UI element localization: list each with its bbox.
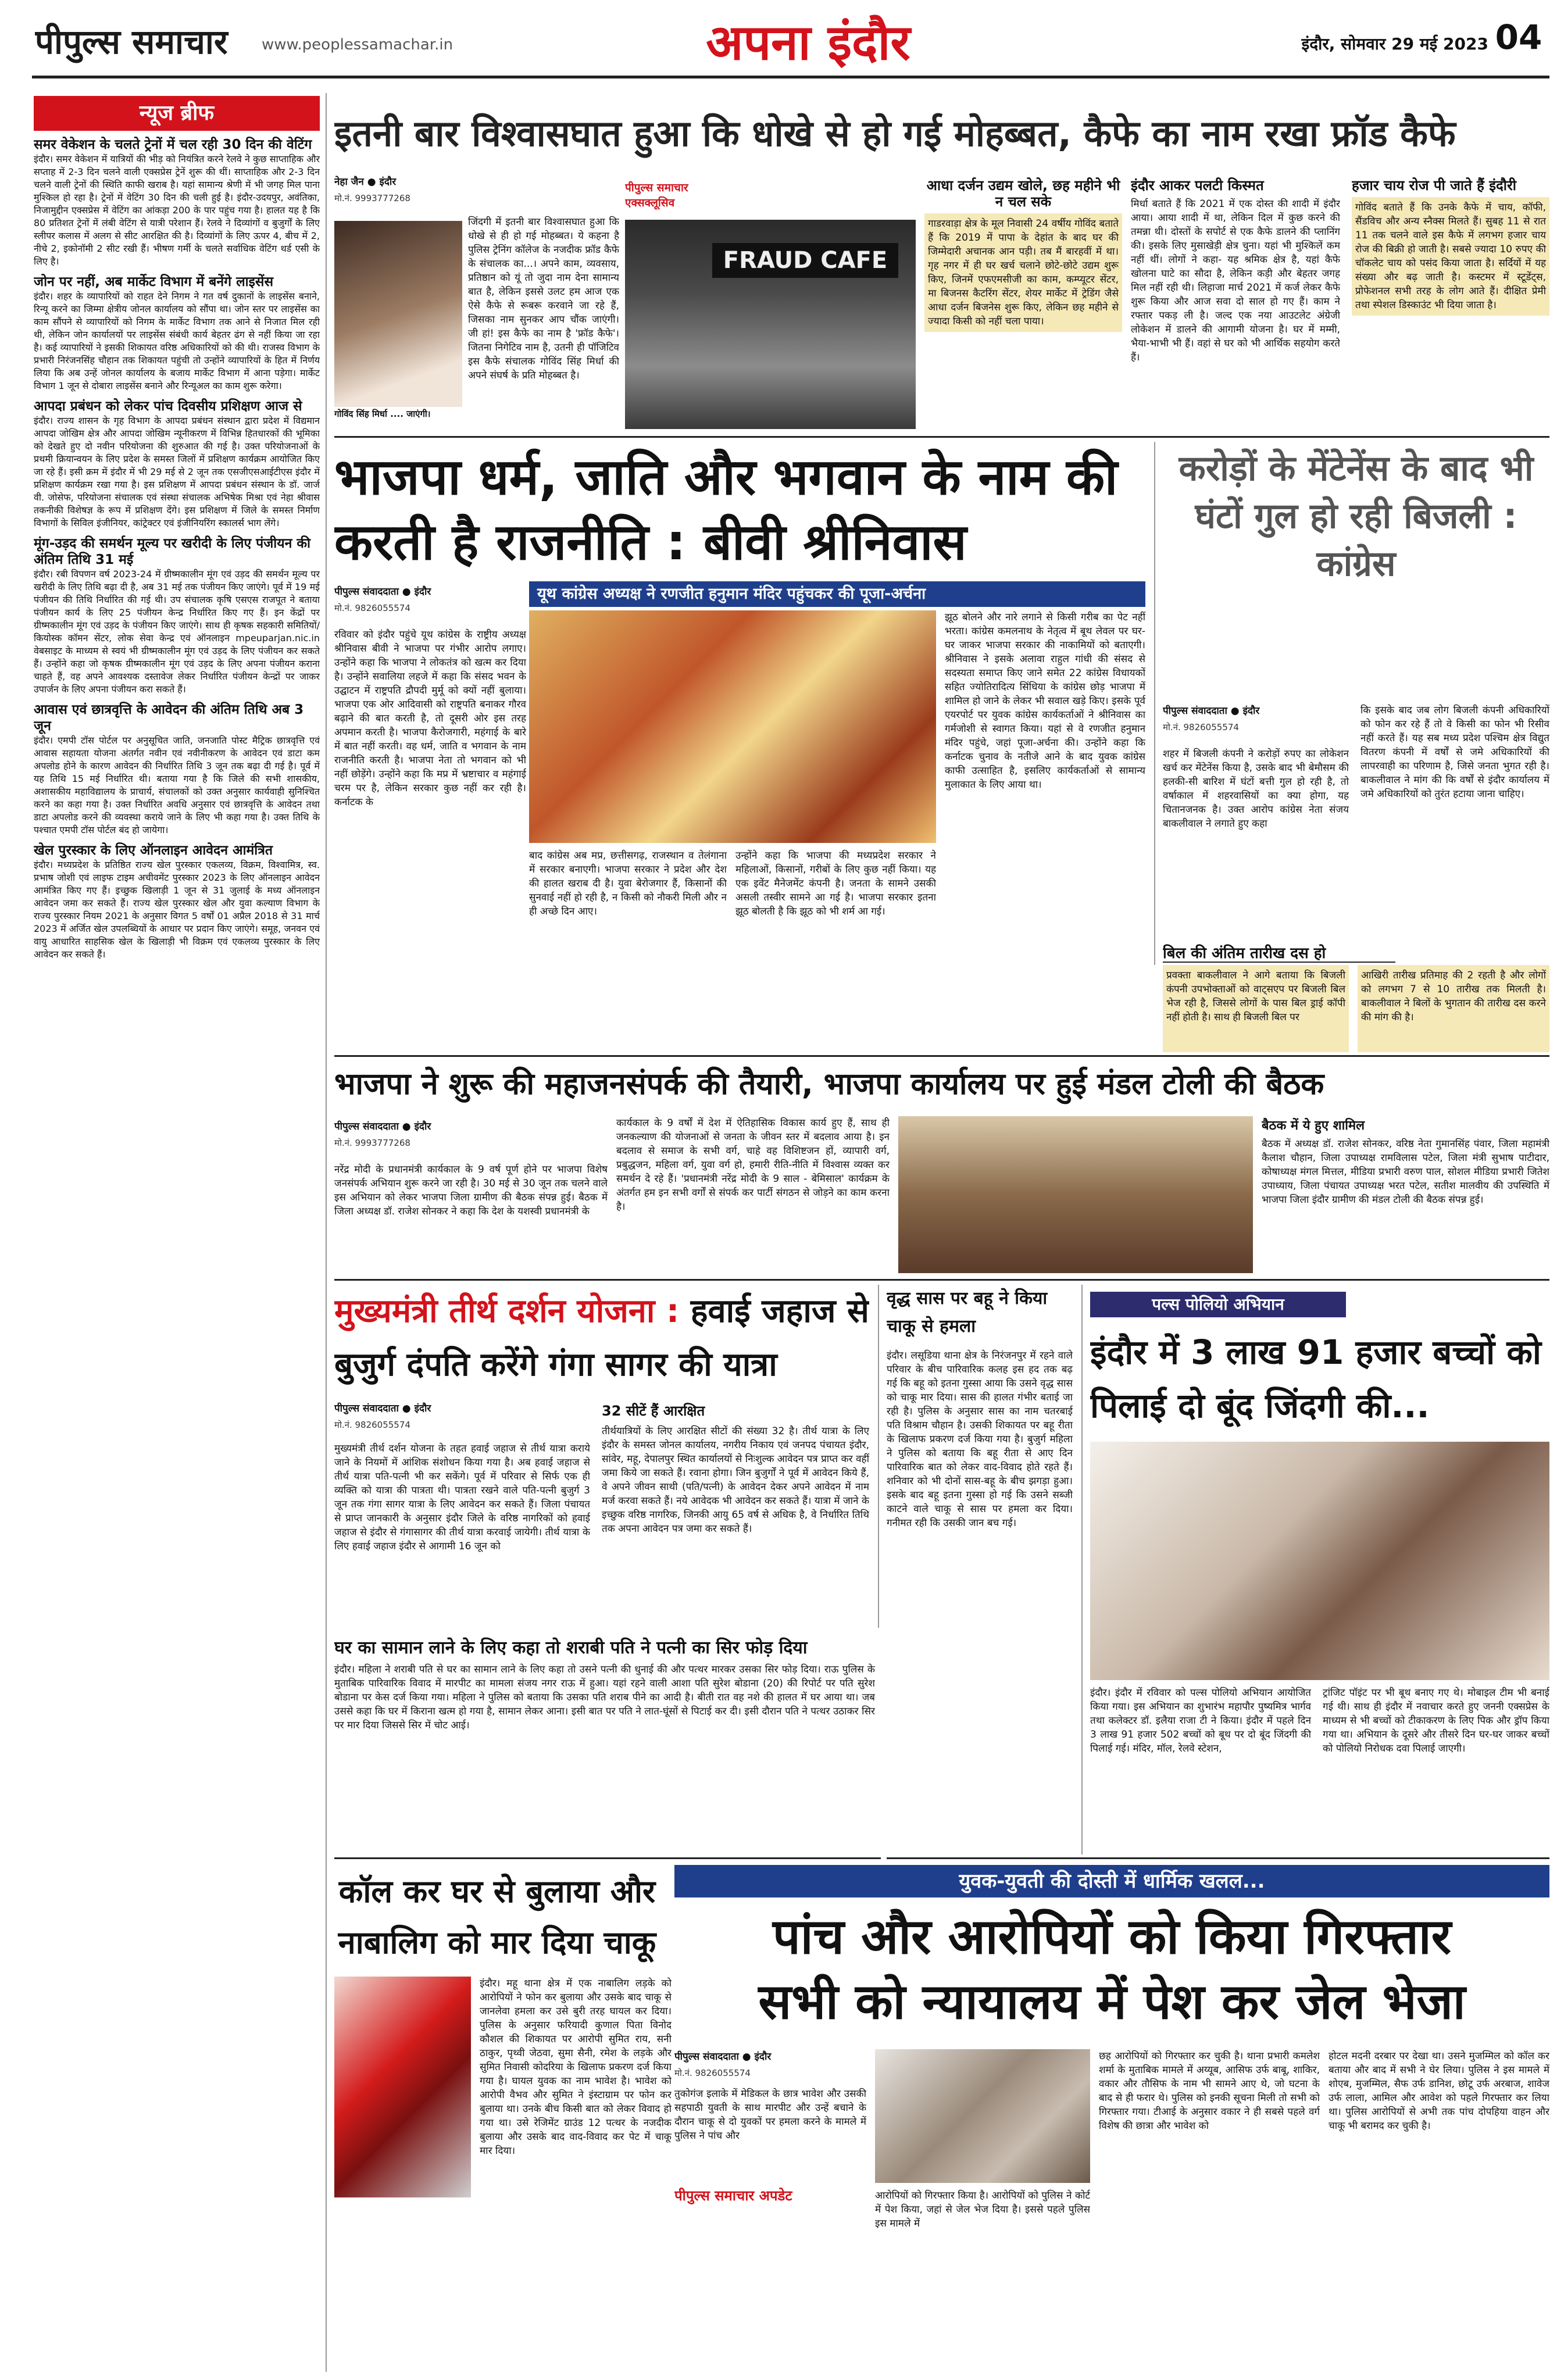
sub-body: गोविंद बताते हैं कि उनके कैफे में चाय, कॉफी, सैंडविच और अन्य स्नैक्स मिलते हैं। सुबह 11 से रात 11 तक चलने वाले इस कैफे में लगभग हजार चाय रोज की बिक्री हो जाती है। सबसे ज्यादा 10 रुपए की चॉकलेट चाय को पसंद किया जाता है। सर्दियों में यह संख्या और बढ़ जाती है। कस्टमर में स्टूडेंट्स, प्रोफेशनल सभी तरह के लोग आते हैं। दीक्षित प्रेमी तथा स्पेशल डिस्काउंट भी दिया जाता है। [1352,197,1549,316]
mahajan-col1: नरेंद्र मोदी के प्रधानमंत्री कार्यकाल के 9 वर्ष पूर्ण होने पर भाजपा विशेष जनसंपर्क अभियान शुरू करने जा रही है। 30 मई से 30 जून तक चलने वाले इस अभियान को लेकर भाजपा जिला ग्रामीण की बैठक संपन्न हुई। बैठक में जिला अध्यक्ष डॉ. राजेश सोनकर ने कहा कि देश के यशस्वी प्रधानमंत्री के [334,1164,608,1217]
wife-headline: घर का सामान लाने के लिए कहा तो शराबी पति ने पत्नी का सिर फोड़ दिया [334,1638,808,1658]
mobile-number: मो.नं. 9826055574 [1163,722,1239,732]
polio-drive-photo [1090,1442,1549,1680]
arrest-col3: छह आरोपियों को गिरफ्तार कर चुकी है। थाना प्रभारी कमलेश शर्मा के मुताबिक मामले में अय्यूब, आसिफ उर्फ बाबू, शाकिर, वकार और तौसिफ के नाम भी सामने आए थे, जो घटना के बाद से ही फरार थे। पुलिस को इनकी सूचना मिली तो सभी को गिरफ्तार गया। टीआई के अनुसार वकार ने ही सबसे पहले वर्ग विशेष की छात्रा और भावेश को [1099,2050,1320,2132]
section-rule [887,1857,1549,1859]
polio-tag: पल्स पोलियो अभियान [1090,1292,1346,1317]
power-headline: करोड़ों के मेंटेनेंस के बाद भी घंटों गुल हो रही बिजली : कांग्रेस [1179,448,1534,584]
update-tag: पीपुल्स समाचार अपडेट [674,2188,792,2204]
mobile-number: मो.नं. 9826055574 [334,1420,410,1430]
mother-text: इंदौर। लसूडिया थाना क्षेत्र के निरंजनपुर में रहने वाले परिवार के बीच पारिवारिक कलह इस हद तक बढ़ गई कि बहू को इतना गुस्सा आया कि उसने वृद्ध सास को चाकू मार दिया। सास की हालत गंभीर बताई जा रही है। पुलिस के अनुसार सास का नाम चतरबाई पति विश्राम चौहान है। उसकी शिकायत पर बहू रीता के खिलाफ प्रकरण दर्ज किया गया है। बुजुर्ग महिला ने पुलिस को बताया कि बहू रीता से आए दिन पारिवारिक बात को लेकर वाद-विवाद होते रहते हैं। शनिवार को भी दोनों सास-बहू के बीच झगड़ा हुआ। इसके बाद बहू इतना गुस्सा हो गई कि उसने सब्जी काटने वाले चाकू से सास पर हमला कर दिया। गनीमत रही कि उसकी जान बच गई। [887,1350,1073,1529]
news-brief-column [34,96,320,2363]
arrest-col2: आरोपियों को गिरफ्तार किया है। आरोपियों को पुलिस ने कोर्ट में पेश किया, जहां से जेल भेज दिया है। इससे पहले पुलिस इस मामले में [875,2190,1090,2229]
govind-portrait-photo [334,221,462,407]
arrest-headline-line2: सभी को न्यायालय में पेश कर जेल भेजा [758,1973,1466,2030]
brief-item-headline: आवास एवं छात्रवृत्ति के आवेदन की अंतिम तिथि अब 3 जून [34,702,304,734]
brief-item-text: इंदौर। एमपी टॉस पोर्टल पर अनुसूचित जाति, जनजाति पोस्ट मैट्रिक छात्रवृत्ति एवं आवास सहायता योजना अंतर्गत नवीन एवं नवीनीकरण के आवेदन एवं डाटा कम अपलोड होने के कारण आवेदन की निर्धारित तिथि 3 जून तक बढ़ा दी गई है। पूर्व में यह तिथि 15 मई निर्धारित थी। बताया गया है कि जिले की सभी शासकीय, अशासकीय महाविद्यालय के प्राचार्य, संचालकों को उक्त अनुसार कार्यवाही सुनिश्चित करने का कहा गया है। उक्त निर्धारित अवधि अनुसार एवं छात्रवृत्ति के आवेदन तथा डाटा अपलोड करने की व्यवस्था कराये जाने के लिए भी कहा गया है। उक्त तिथि के पश्चात एमपी टॉस पोर्टल बंद हो जायेगा। [34,735,320,835]
page-number: 04 [1495,17,1542,57]
bill-col2: आखिरी तारीख प्रतिमाह की 2 रहती है और लोगों को लगभग 7 से 10 तारीख तक मिलती है। बाकलीवाल ने बिलों के भुगतान की तारीख दस करने की मांग की है। [1358,965,1549,1052]
arrest-col4: होटल मदनी दरबार पर देखा था। उसने मुजम्मिल को कॉल कर बताया और बाद में सभी ने घेर लिया। पुलिस ने इस मामले में शोएब, मुजम्मिल, सैफ उर्फ डानिश, छोटू उर्फ अरबाज, शावेज उर्फ लाला, आमिल और आवेश को पहले गिरफ्तार कर लिया था। पुलिस आरोपियों से अभी तक पांच दोपहिया वाहन और चाकू भी बरामद कर चुकी है। [1329,2050,1549,2132]
side-body: बैठक में अध्यक्ष डॉ. राजेश सोनकर, वरिष्ठ नेता गुमानसिंह पंवार, जिला महामंत्री कैलाश चौहान, जिला उपाध्यक्ष रामविलास पटेल, जिला मंत्री सुभाष पाटीदार, कोषाध्यक्ष मंगल मित्तल, मीडिया प्रभारी वरुण पाल, सोशल मीडिया प्रभारी जितेश उपाध्याय, जिला पंचायत उपाध्यक्ष भरत पटेल, सतीश मालवीय की उपस्थिति में भाजपा जिला इंदौर ग्रामीण की मंडल टोली की बैठक संपन्न हुई। [1262,1138,1549,1206]
knife-graphic [334,1977,471,2197]
bjp-col2: बाद कांग्रेस अब मप्र, छत्तीसगढ़, राजस्थान व तेलंगाना में सरकार बनाएगी। भाजपा सरकार ने प्रदेश और देश की हालत खराब दी है। युवा बेरोजगार हैं, किसानों की सुनवाई नहीं हो रही है, न किसी को नौकरी मिली और न ही अच्छे दिन आए। [529,850,727,917]
brief-item-headline: जोन पर नहीं, अब मार्केट विभाग में बनेंगे लाइसेंस [34,274,274,290]
sub-body: गाडरवाड़ा क्षेत्र के मूल निवासी 24 वर्षीय गोविंद बताते हैं कि 2019 में पापा के देहांत के बाद घर की जिम्मेदारी अचानक आन पड़ी। तब मैं बारहवीं में था। गृह नगर में ही घर खर्च चलाने छोटे-छोटे उद्यम शुरू किए, जिनमें एफएमसीजी का काम, कम्प्यूटर सेंटर, मा बिजनस कैटरिंग सेंटर, शेयर मार्केट में ट्रेडिंग जैसे आधा दर्जन बिजनेस शुरू किए, लेकिन छह महीने से ज्यादा किसी को नहीं चला पाया। [924,213,1122,332]
masthead-url[interactable]: www.peoplessamachar.in [262,36,453,53]
polio-col1: इंदौर। इंदौर में रविवार को पल्स पोलियो अभियान आयोजित किया गया। इस अभियान का शुभारंभ महापौर पुष्यमित्र भार्गव तथा कलेक्टर डॉ. इलैया राजा टी ने किया। इंदौर में पहले दिन 3 लाख 91 हजार 502 बच्चों को बूथ पर दो बूंद जिंदगी की पिलाई गई। मंदिर, मॉल, रेलवे स्टेशन, [1090,1687,1311,1754]
fraud-sub3 [1352,177,1549,433]
arrest-col1: तुकोगंज इलाके में मेडिकल के छात्र भावेश और उसकी सहपाठी युवती के साथ मारपीट और उन्हें बचाने के दौरान चाकू से दो युवकों पर हमला करने के मामले में पुलिस ने पांच और [674,2088,866,2142]
power-byline [1163,703,1355,738]
bjp-col1: रविवार को इंदौर पहुंचे यूथ कांग्रेस के राष्ट्रीय अध्यक्ष श्रीनिवास बीवी ने भाजपा पर गंभीर आरोप लगाए। उन्होंने कहा कि भाजपा ने लोकतंत्र को खत्म कर दिया है। उन्होंने सवालिया लहजे में कहा कि संसद भवन के उद्घाटन में राष्ट्रपति द्रौपदी मुर्मू को क्यों नहीं बुलाया। भाजपा एक ओर आदिवासी को राष्ट्रपति बनाकर गौरव बढ़ाने की बात करती है, तो दूसरी ओर इस तरह अपमान करती है। भाजपा कैरोजगारी, महंगाई के बारे में बात नहीं करती। वह धर्म, जाति व भगवान के नाम राजनीति करती है। भाजपा नेता तो भगवान को भी नहीं छोड़ेंगे। उन्होंने कहा कि मप्र में भ्रष्टाचार व महंगाई चरम पर है, लेकिन सरकार कुछ नहीं कर रही है। कर्नाटक के [334,629,526,808]
column-rule [326,93,327,2372]
fraud-sub1 [924,177,1122,433]
sub-body: मिर्धा बताते हैं कि 2021 में एक दोस्त की शादी में इंदौर आया। आया शादी में था, लेकिन दिल में कुछ करने की तमन्ना थी। दोस्तों के सपोर्ट से एक कैफे डालने की प्लानिंग की। इसके लिए मुसाखेड़ी क्षेत्र चुना। यहां भी मुश्किलें कम नहीं थीं। लोगों ने कहा- यह श्रमिक क्षेत्र है, यहां कैफे खोलना घाटे का सौदा है, लेकिन कड़ी और बेहतर जगह मिल नहीं रही थी। लिहाजा मार्च 2021 में कर्ज लेकर कैफे शुरू किया और आज सवा दो साल हो गए हैं। काम ने रफ्तार पकड़ ली है। जल्द एक नया आउटलेट अंग्रेजी लोकेशन में डालने की आगामी योजना है। घर में मम्मी, भैया-भाभी भी हैं। वहां से घर को भी आर्थिक सहयोग करते हैं। [1131,198,1340,363]
sub-headline: इंदौर आकर पलटी किस्मत [1131,177,1264,194]
byline-text: पीपुल्स संवाददाता ● इंदौर [334,1121,431,1132]
section-rule [334,1279,1549,1281]
byline-text: पीपुल्स संवाददाता ● इंदौर [334,1403,431,1414]
fraud-headline: इतनी बार विश्वासघात हुआ कि धोखे से हो गई मोहब्बत, कैफे का नाम रखा फ्रॉड कैफे [334,112,1456,155]
polio-col2: ट्रांजिट पॉइंट पर भी बूथ बनाए गए थे। मोबाइल टीम भी बनाई गई थी। साथ ही इंदौर में नवाचार करते हुए जननी एक्सप्रेस के माध्यम से भी बच्चों को टीकाकरण के लिए पिक और ड्रॉप किया गया था। अभियान के दूसरे और तीसरे दिन घर-घर जाकर बच्चों को पोलियो निरोधक दवा पिलाई जाएगी। [1323,1687,1549,1754]
bill-headline: बिल की अंतिम तारीख दस हो [1163,942,1395,963]
brief-item-text: इंदौर। समर वेकेशन में यात्रियों की भीड़ को नियंत्रित करने रेलवे ने कुछ साप्ताहिक और सप्ताह में 2-3 दिन चलने वाली एक्सप्रेस ट्रेनें शुरू की थीं। साप्ताहिक और 2-3 दिन चलने वाली ट्रेनों की स्थिति काफी खराब है। यहां सामान्य श्रेणी में भी जगह मिल पाना मुश्किल हो रहा है। ट्रेनों में वेटिंग 30 दिन की चली हुई है। इंदौर-उदयपुर, अवंतिका, निजामुद्दीन एक्सप्रेस में वेटिंग का आंकड़ा 200 के पार पहुंच गया है। हालत यह है कि 80 प्रतिशत ट्रेनों में लंबी वेटिंग से यात्री परेशान हैं। रेलवे ने दिव्यांगों व बुजुर्गों के लिए स्लीपर कलास में अलग से सीट आरक्षित की है। दिव्यांगों के लिए ऊपर 4, बीच में 2, नीचे 2, इकोनॉमी 2 सीट रखी हैं। भीषण गर्मी के चलते सर्वाधिक वेटिंग थर्ड एसी के लिए है। [34,153,320,267]
fraud-sub2 [1131,177,1340,433]
bjp-col4: झूठ बोलने और नारे लगाने से किसी गरीब का पेट नहीं भरता। कांग्रेस कमलनाथ के नेतृत्व में बूथ लेवल पर घर-घर जाकर भाजपा सरकार की नाकामियों को बताएगी। श्रीनिवास ने इसके अलावा राहुल गांधी की संसद से सदस्यता समाप्त किए जाने समेत 22 कांग्रेस विधायकों सहित ज्योतिरादित्य सिंधिया के कांग्रेस छोड़ भाजपा में शामिल हो जाने के लेकर भी सवाल खड़े किए। इसके पूर्व एयरपोर्ट पर युवक कांग्रेस कार्यकर्ताओं ने श्रीनिवास का गर्मजोशी से स्वागत किया। यहां से वे रणजीत हनुमान मंदिर पहुंचे, जहां पूजा-अर्चना की। उन्होंने कहा कि कर्नाटक चुनाव के नतीजे आने के बाद युवक कांग्रेस काफी उत्साहित है, इसलिए कार्यकर्ताओं से सामान्य मुलाकात के लिए आया था। [945,612,1145,791]
fraud-byline [334,174,596,209]
handcuff-photo [875,2049,1090,2183]
section-rule [334,1857,881,1859]
masthead [0,0,1557,87]
byline-text: नेहा जैन ● इंदौर [334,176,397,188]
brief-item-text: इंदौर। मध्यप्रदेश के प्रतिष्ठित राज्य खेल पुरस्कार एकलव्य, विक्रम, विश्वामित्र, स्व. प्रभाष जोशी एवं लाइफ टाइम अचीवमेंट पुरस्कार 2023 के लिए ऑनलाइन आवेदन आमंत्रित किए गए हैं। इच्छुक खिलाड़ी 1 जून से 31 जुलाई के मध्य ऑनलाइन आवेदन जमा कर सकते हैं। राज्य खेल पुरस्कार खेल और युवा कल्याण विभाग के राज्य पुरस्कार नियम 2021 के अनुसार विगत 5 वर्षों 01 अप्रैल 2018 से 31 मार्च 2023 में अर्जित खेल उपलब्धियों के आधार पर प्रदान किए जाएंगे। समूह, जनवन एवं वायु आधारित साहसिक खेल के खिलाड़ी भी विक्रम एवं एकलव्य पुरस्कार के लिए आवेदन कर सकते हैं। [34,859,320,960]
column-rule [1154,442,1155,965]
section-rule [334,1055,1549,1057]
dateline: इंदौर, सोमवार 29 मई 2023 [1301,34,1488,53]
brief-item-text: इंदौर। राज्य शासन के गृह विभाग के आपदा प्रबंधन संस्थान द्वारा प्रदेश में विद्यमान आपदा जोखिम क्षेत्र और आपदा जोखिम न्यूनीकरण में विभिन्न हितधारकों की भूमिका को देखते हुए दो नवीन परियोजना की शुरुआत की गई है। उक्त परियोजनाओं के प्रथमी क्रियान्वयन के लिए प्रदेश के समस्त जिलों में प्रशिक्षण कार्यक्रम आयोजित किए जा रहे हैं। इसी क्रम में इंदौर में भी 29 मई से 2 जून तक एसजीएसआईटीएस इंदौर में प्रशिक्षण कार्यक्रम रखा गया है। इस प्रशिक्षण में आपदा प्रबंधन संस्थान के डॉ. जार्ज वी. जोसेफ, परियोजना संचालक एवं संस्था संचालक अभिषेक मिश्रा एवं नेहा श्रीवास तकनीकी विशेषज्ञ के रूप में प्रशिक्षण देंगे। इस प्रशिक्षण में जिले के समस्त निर्माण विभागों के सिविल इंजीनियर, कांट्रेक्टर एवं इंजीनियरिंग स्कालर्स भाग लेंगे। [34,415,320,528]
brief-item-headline: आपदा प्रबंधन को लेकर पांच दिवसीय प्रशिक्षण आज से [34,399,302,414]
wife-text: इंदौर। महिला ने शराबी पति से घर का सामान लाने के लिए कहा तो उसने पत्नी की धुनाई की और पत्थर मारकर उसका सिर फोड़ दिया। राऊ पुलिस के मुताबिक पारिवारिक विवाद में मारपीट का मामला संजय नगर राऊ में हुआ। यहां रहने वाली आशा पति सुरेश बोडाना (20) की रिपोर्ट पर पति सुरेश बोडाना पर केस दर्ज किया गया। महिला ने पुलिस को बताया कि उसका पति शराब पीने का आदी है। बीती रात वह नशे की हालत में घर आया था। जब उससे कहा कि घर में किराना खत्म हो गया है, सामान लेकर आना। इसी बात पर पति ने लात-घूंसों से पिटाई कर दी। इसी दौरान पति ने पत्थर उठाकर सिर पर मार दिया जिससे सिर में चोट आई। [334,1664,875,1731]
brief-item-text: इंदौर। शहर के व्यापारियों को राहत देने निगम ने गत वर्ष दुकानों के लाइसेंस बनाने, रिन्यू करने का जिम्मा क्षेत्रीय जोनल कार्यालय को सौंपा था। जोन स्तर पर लाइसेंस का काम सौंपने से व्यापारियों को निगम के मार्केट विभाग तक आने से निजात मिल रही थी, लेकिन जोन कार्यालयों पर लाइसेंस संबंधी कार्य बेहतर ढंग से नहीं किया जा रहा है। कई व्यापारियों ने इसकी शिकायत वरिष्ठ अधिकारियों को की थी। राजस्व विभाग के प्रभारी निरंजनसिंह चौहान तक शिकायत पहुंची तो उन्होंने व्यापारियों के हित में निर्णय लिया कि अब उन्हें जोनल कार्यालय के बजाय मार्केट विभाग में आना पड़ेगा। मार्केट विभाग 1 जून से दोबारा लाइसेंस बनाने और रिन्यूअल का काम शुरू करेगा। [34,291,320,391]
power-col2: कि इसके बाद जब लोग बिजली कंपनी अधिकारियों को फोन कर रहे हैं तो वे किसी का फोन भी रिसीव नहीं करते हैं। यह सब मध्य प्रदेश पश्चिम क्षेत्र विद्युत वितरण कंपनी में वर्षों से जमे अधिकारियों की लापरवाही का परिणाम है, जिसे जनता भुगत रही है। बाकलीवाल ने मांग की कि वर्षों से इंदौर कार्यालय में जमे अधिकारियों को तुरंत हटाया जाना चाहिए। [1360,705,1549,800]
mother-headline: वृद्ध सास पर बहू ने किया चाकू से हमला [887,1288,1048,1336]
byline-text: पीपुल्स संवाददाता ● इंदौर [1163,705,1260,717]
column-rule [878,1285,879,1628]
side-headline: बैठक में ये हुए शामिल [1262,1118,1365,1133]
brief-item-headline: समर वेकेशन के चलते ट्रेनों में चल रही 30 दिन की वेटिंग [34,137,312,152]
column-rule [1081,1285,1083,1854]
sub-headline: आधा दर्जन उद्यम खोले, छह महीने भी न चल सके [926,177,1120,210]
byline-text: पीपुल्स संवाददाता ● इंदौर [674,2051,772,2063]
headline-part-red: मुख्यमंत्री तीर्थ दर्शन योजना : [334,1292,680,1330]
brief-item-headline: खेल पुरस्कार के लिए ऑनलाइन आवेदन आमंत्रित [34,843,273,858]
byline-text: पीपुल्स संवाददाता ● इंदौर [334,586,431,598]
arrest-kicker: युवक-युवती की दोस्ती में धार्मिक खलल... [674,1865,1549,1897]
section-rule [334,436,1549,438]
mobile-number: मो.नं. 9993777268 [334,1138,410,1148]
bjp-strap: यूथ कांग्रेस अध्यक्ष ने रणजीत हनुमान मंदिर पहुंचकर की पूजा-अर्चना [529,581,1145,607]
fraud-lead-text: जिंदगी में इतनी बार विश्वासघात हुआ कि धोखे से ही हो गई मोहब्बत। ये कहना है पुलिस ट्रेनिंग कॉलेज के नजदीक फ्रॉड कैफे के संचालक का...। अपने काम, व्यवसाय, प्रतिष्ठान को यूं तो जुदा नाम देना सामान्य बात है, लेकिन इससे उलट हम आज एक ऐसे कैफे से रूबरू करवाने जा रहे हैं, जिसका नाम सुनकर आप चौंक जाएंगी। जी हां! इस कैफे का नाम है 'फ्रॉड कैफे'। जितना निगेटिव नाम है, उतनी ही पॉजिटिव इस कैफे संचालक गोविंद सिंह मिर्धा की अपने संघर्ष के प्रति मोहब्बत है। [468,216,619,381]
pilgrim-headline [334,1285,869,1395]
pilgrim-subhead: 32 सीटें हैं आरक्षित [602,1403,705,1419]
polio-headline: इंदौर में 3 लाख 91 हजार बच्चों को पिलाई दो बूंद जिंदगी की... [1090,1332,1541,1425]
mobile-number: मो.नं. 9826055574 [674,2068,751,2078]
arrest-headline [674,1904,1549,2038]
news-brief-title: न्यूज ब्रीफ [34,96,320,131]
headline-part-black: हवाई जहाज से बुजुर्ग दंपति करेंगे गंगा सागर की यात्रा [334,1292,869,1384]
arrest-byline [674,2049,866,2084]
brief-item-headline: मूंग-उड़द की समर्थन मूल्य पर खरीदी के लिए पंजीयन की अंतिम तिथि 31 मई [34,536,310,567]
mobile-number: मो.नं. 9993777268 [334,193,410,203]
pilgrim-col2: तीर्थयात्रियों के लिए आरक्षित सीटों की संख्या 32 है। तीर्थ यात्रा के लिए इंदौर के समस्त जोनल कार्यालय, नगरीय निकाय एवं जनपद पंचायत इंदौर, सांवेर, महू, देपालपुर स्थित कार्यालयों से निःशुल्क आवेदन पत्र प्राप्त कर वहीं जमा किये जा सकते हैं। रवाना होगा। जिन बुजुर्गों ने पूर्व में आवेदन किये हैं, वे अपने जीवन साथी (पति/पत्नी) के आवेदन देकर अपने आवेदन में नाम मर्ज करवा सकते हैं। नये आवेदक भी आवेदन कर सकते हैं। यात्रा में जाने के इच्छुक वरिष्ठ नागरिक, जिनकी आयु 65 वर्ष से अधिक है, वे निर्धारित तिथि तक अपना आवेदन पत्र जमा कर सकते हैं। [602,1425,869,1535]
bjp-col3: उन्होंने कहा कि भाजपा की मध्यप्रदेश सरकार ने महिलाओं, किसानों, गरीबों के लिए कुछ नहीं किया। यह एक इवेंट मैनेजमेंट कंपनी है। जनता के सामने उसकी असली तस्वीर सामने आ गई है। भाजपा सरकार इतना झूठ बोलती है कि झूठ को भी शर्म आ गई। [735,850,936,917]
masthead-rule [32,76,1549,78]
sub-headline: हजार चाय रोज पी जाते हैं इंदौरी [1352,177,1517,194]
mahajan-byline [334,1119,608,1154]
photo-caption: गोविंद सिंह मिर्धा .... जाएंगी। [334,409,431,419]
pilgrim-col1: मुख्यमंत्री तीर्थ दर्शन योजना के तहत हवाई जहाज से तीर्थ यात्रा कराये जाने के नियमों में आंशिक संशोधन किया गया है। अब हवाई जहाज से तीर्थ यात्रा पति-पत्नी भी कर सकेंगे। पूर्व में परिवार से सिर्फ एक ही व्यक्ति को यात्रा की पात्रता थी। पात्रता रखने वाले पति-पत्नी बुजुर्ग 3 जून तक गंगा सागर यात्रा के लिए आवेदन कर सकते हैं। जिला पंचायत से प्राप्त जानकारी के अनुसार इंदौर जिले के वरिष्ठ नागरिकों को हवाई जहाज से इंदौर से गंगासागर की तीर्थ यात्रा करवाई जायेगी। तीर्थ यात्रा के लिए हवाई जहाज इंदौर से आगामी 16 जून को [334,1443,590,1552]
pilgrim-byline [334,1401,578,1436]
cafe-sign: FRAUD CAFE [712,243,898,278]
mahajan-headline: भाजपा ने शुरू की महाजनसंपर्क की तैयारी, भाजपा कार्यालय पर हुई मंडल टोली की बैठक [334,1067,1324,1102]
bill-col1: प्रवक्ता बाकलीवाल ने आगे बताया कि बिजली कंपनी उपभोक्ताओं को वाट्सएप पर बिजली बिल भेज रही है, जिससे लोगों के पास बिल ड्राई कॉपी नहीं होती है। साथ ही बिजली बिल पर [1163,965,1349,1052]
news-brief-list [34,137,320,961]
knife-headline: कॉल कर घर से बुलाया और नाबालिग को मार दिया चाकू [338,1873,656,1961]
bjp-meeting-photo [898,1116,1253,1273]
mahajan-col2: कार्यकाल के 9 वर्षों में देश में ऐतिहासिक विकास कार्य हुए हैं, साथ ही जनकल्याण की योजनाओं से जनता के जीवन स्तर में बदलाव आया है। इन बदलाव से समाज के सभी वर्ग, चाहे वह विशिष्टजन हों, व्यापारी वर्ग, प्रबुद्धजन, महिला वर्ग, युवा वर्ग हो, हमारी रीति-नीति में विश्वास व्यक्त कर समर्थन दे रहे हैं। 'प्रधानमंत्री नरेंद्र मोदी के 9 साल - बेमिसाल' कार्यक्रम के अंतर्गत हम इन सभी वर्गों से संपर्क कर पार्टी संगठन से जोड़ने का काम करना है। [616,1117,890,1213]
brief-item-text: इंदौर। रबी विपणन वर्ष 2023-24 में ग्रीष्मकालीन मूंग एवं उड़द की समर्थन मूल्य पर खरीदी के लिए तिथि बढ़ा दी है, अब 31 मई तक पंजीयन किए जाएंगे। पूर्व में 19 मई पंजीयन की तिथि निर्धारित की गई थी। उप संचालक कृषि एसएस राजपूत ने बताया पंजीयन कार्य के लिए 25 पंजीयन केन्द्र निर्धारित किए गए हैं। इन केंद्रों पर ग्रीष्मकालीन मूंग एवं उड़द के पंजीयन किए जाएंगे। साथ ही कृषक सहकारी समितियों/कियोस्क कॉमन सेंटर, लोक सेवा केन्द्र एवं ऑनलाइन mpeuparjan.nic.in वेबसाइट के माध्यम से स्वयं भी ग्रीष्मकालीन मूंग एवं उड़द के लिए पंजीयन कर सकते हैं। उन्होंने कहा जो कृषक ग्रीष्मकालीन मूंग एवं उड़द के लिए अपना पंजीयन कराना चाहते हैं, वह अपने आवश्यक दस्तावेज लेकर निर्धारित पंजीयन केन्द्रों पर जाकर उपार्जन के लिए अपना पंजीयन करा सकते हैं। [34,569,320,695]
bjp-byline [334,584,526,619]
bjp-headline: भाजपा धर्म, जाति और भगवान के नाम की करती है राजनीति : बीवी श्रीनिवास [334,448,1118,571]
section-title: अपना इंदौर [706,14,910,71]
masthead-logo: पीपुल्स समाचार [35,22,228,62]
mobile-number: मो.नं. 9826055574 [334,603,410,613]
fraud-cafe-photo [625,220,916,429]
power-col1: शहर में बिजली कंपनी ने करोड़ों रुपए का लोकेशन खर्च कर मेंटेनेंस किया है, उसके बाद भी बेमौसम की हलकी-सी बारिश में घंटों बत्ती गुल हो रही है, तो वर्षाकाल में शहरवासियों का क्या होगा, यह चितानजनक है। उक्त आरोप कांग्रेस नेता संजय बाकलीवाल ने लगाते हुए कहा [1163,748,1349,830]
knife-text: इंदौर। महू थाना क्षेत्र में एक नाबालिग लड़के को आरोपियों ने फोन कर बुलाया और उसके बाद चाकू से जानलेवा हमला कर उसे बुरी तरह घायल कर दिया। पुलिस के अनुसार फरियादी कुणाल पिता विनोद कौशल की शिकायत पर आरोपी सुमित राय, सनी ठाकुर, पृथ्वी जेठवा, सुमा सैनी, रमेश के लड़के और सुमित निवासी कोदरिया के खिलाफ प्रकरण दर्ज किया गया है। घायल युवक का नाम भावेश है। भावेश को आरोपी वैभव और सुमित ने इंस्टाग्राम पर फोन कर बुलाया था। उनके बीच किसी बात को लेकर विवाद हो गया था। उसे रेजिमेंट ग्राउंड 12 पत्थर के नजदीक बुलाया और उसके बाद वाद-विवाद कर पेट में चाकू मार दिया। [480,1978,672,2157]
arrest-headline-line1: पांच और आरोपियों को किया गिरफ्तार [773,1908,1451,1965]
mahajan-side [1262,1116,1549,1273]
exclusive-tag: पीपुल्स समाचार एक्सक्लूसिव [625,181,688,209]
temple-puja-photo [529,610,936,843]
